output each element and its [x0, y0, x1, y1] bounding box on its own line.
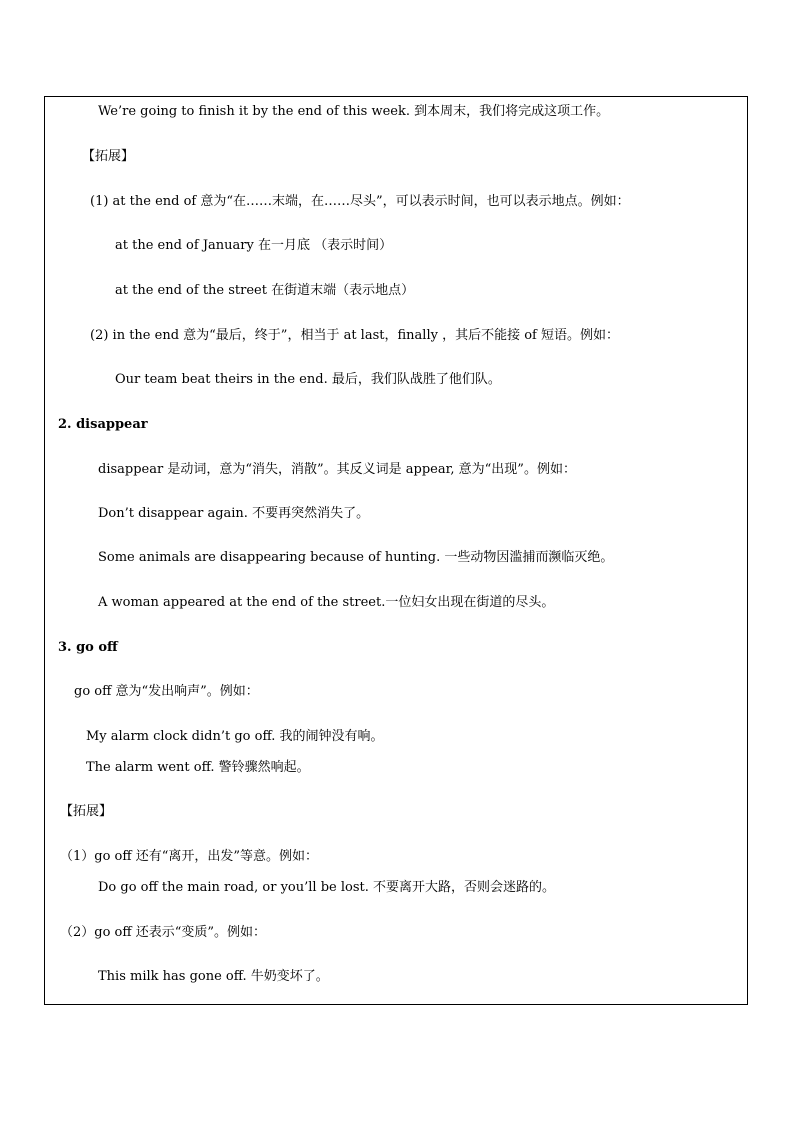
example-alarm-clock: My alarm clock didn’t go off. 我的闹钟没有响。	[86, 729, 384, 744]
note-go-off-leave: （1）go off 还有“离开，出发”等意。例如：	[60, 849, 319, 864]
note-disappear: disappear 是动词，意为“消失，消散”。其反义词是 appear, 意为“出现”。例如：	[98, 462, 576, 477]
example-finish-week: We’re going to finish it by the end of this week. 到本周末，我们将完成这项工作。	[98, 104, 610, 119]
example-end-of-january: at the end of January 在一月底 （表示时间）	[115, 238, 393, 253]
note-go-off-spoil: （2）go off 还表示“变质”。例如：	[60, 925, 267, 940]
heading-disappear: 2. disappear	[58, 417, 148, 432]
example-team-beat: Our team beat theirs in the end. 最后，我们队战胜了他们队。	[115, 372, 501, 387]
example-milk-gone-off: This milk has gone off. 牛奶变坏了。	[98, 969, 329, 984]
extension-heading-1: 【拓展】	[82, 149, 135, 164]
example-animals-disappearing: Some animals are disappearing because of hunting. 一些动物因滥捕而濒临灭绝。	[98, 550, 614, 565]
example-dont-disappear: Don’t disappear again. 不要再突然消失了。	[98, 506, 370, 521]
example-main-road: Do go off the main road, or you’ll be lost. 不要离开大路，否则会迷路的。	[98, 880, 555, 895]
example-end-of-street: at the end of the street 在街道末端（表示地点）	[115, 283, 415, 298]
note-at-the-end-of: (1) at the end of 意为“在……末端，在……尽头”，可以表示时间，也可以表示地点。例如：	[90, 194, 630, 209]
example-alarm-went-off: The alarm went off. 警铃骤然响起。	[86, 760, 310, 775]
extension-heading-2: 【拓展】	[60, 804, 113, 819]
heading-go-off: 3. go off	[58, 640, 118, 655]
example-woman-appeared: A woman appeared at the end of the street.一位妇女出现在街道的尽头。	[98, 595, 555, 610]
note-in-the-end: (2) in the end 意为“最后，终于”，相当于 at last，finally ，其后不能接 of 短语。例如：	[90, 328, 619, 343]
note-go-off: go off 意为“发出响声”。例如：	[74, 684, 259, 699]
